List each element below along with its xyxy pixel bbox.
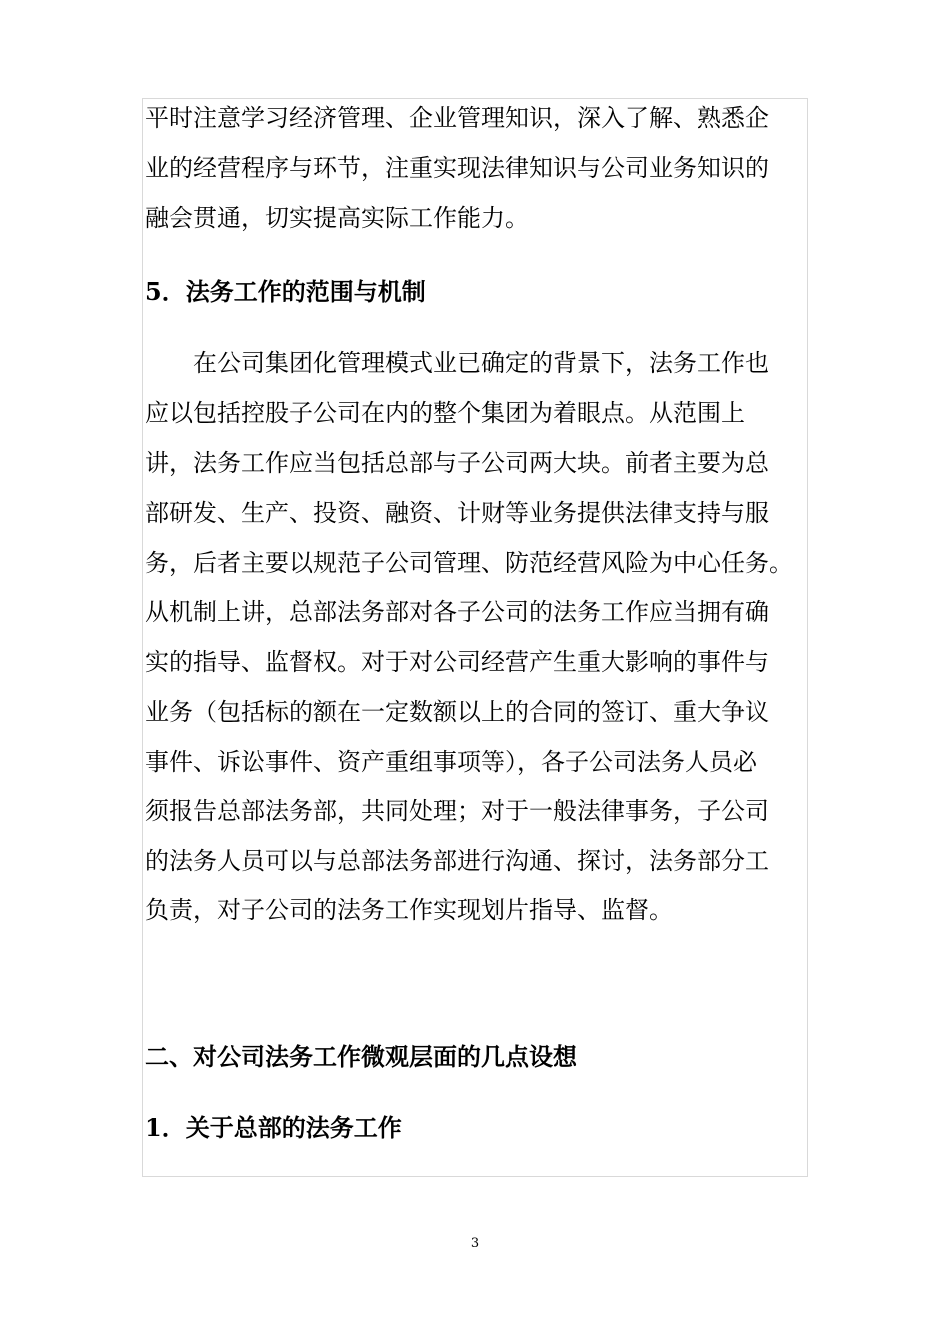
paragraph-line: 负责，对子公司的法务工作实现划片指导、监督。 <box>145 896 673 924</box>
paragraph-line: 从机制上讲，总部法务部对各子公司的法务工作应当拥有确 <box>145 598 769 626</box>
paragraph-line: 部研发、生产、投资、融资、计财等业务提供法律支持与服 <box>145 499 769 527</box>
section-heading-5: 5．法务工作的范围与机制 <box>145 277 426 306</box>
paragraph-line: 事件、诉讼事件、资产重组事项等），各子公司法务人员必 <box>145 748 757 776</box>
subsection-heading-1: 1．关于总部的法务工作 <box>145 1113 402 1142</box>
section-heading-2: 二、对公司法务工作微观层面的几点设想 <box>145 1042 577 1071</box>
paragraph-line: 的法务人员可以与总部法务部进行沟通、探讨，法务部分工 <box>145 847 769 875</box>
paragraph-line: 讲，法务工作应当包括总部与子公司两大块。前者主要为总 <box>145 449 769 477</box>
paragraph-line: 应以包括控股子公司在内的整个集团为着眼点。从范围上 <box>145 399 745 427</box>
paragraph-line: 业务（包括标的额在一定数额以上的合同的签订、重大争议 <box>145 698 769 726</box>
text-frame <box>142 98 808 1177</box>
paragraph-line: 业的经营程序与环节，注重实现法律知识与公司业务知识的 <box>145 154 769 182</box>
paragraph-line: 实的指导、监督权。对于对公司经营产生重大影响的事件与 <box>145 648 769 676</box>
paragraph-line: 融会贯通，切实提高实际工作能力。 <box>145 204 529 232</box>
paragraph-line: 须报告总部法务部，共同处理；对于一般法律事务，子公司 <box>145 797 769 825</box>
paragraph-line: 务，后者主要以规范子公司管理、防范经营风险为中心任务。 <box>145 549 793 577</box>
paragraph-line: 在公司集团化管理模式业已确定的背景下，法务工作也 <box>145 349 769 377</box>
page-number: 3 <box>470 1236 480 1251</box>
paragraph-line: 平时注意学习经济管理、企业管理知识，深入了解、熟悉企 <box>145 104 769 132</box>
